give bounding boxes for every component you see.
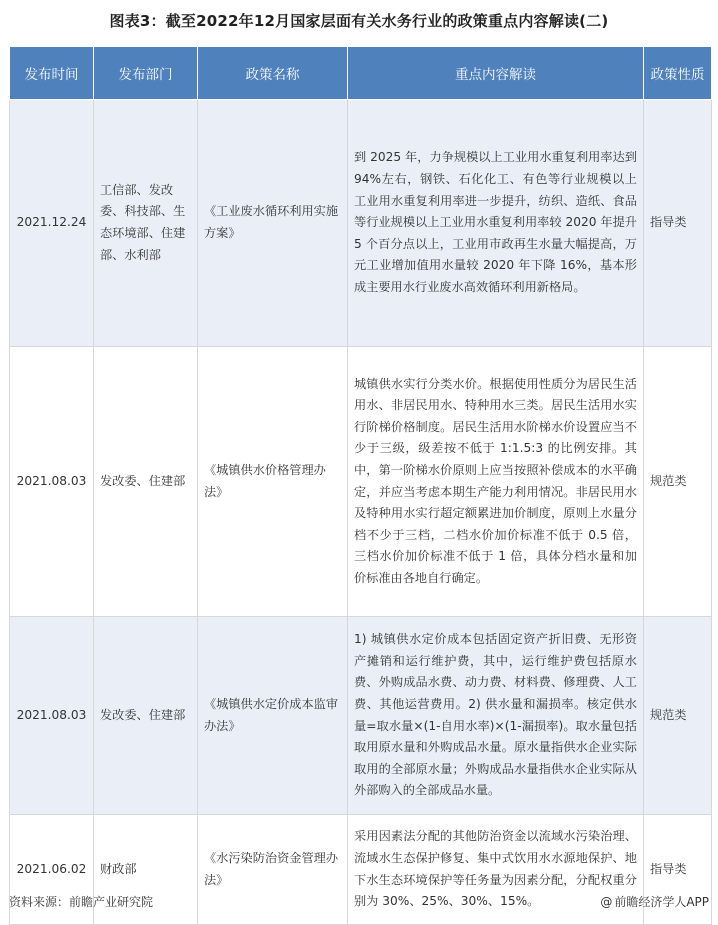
- cell-department: 财政部: [94, 815, 198, 925]
- cell-date: 2021.06.02: [10, 815, 94, 925]
- cell-policy-name: 《工业废水循环利用实施方案》: [198, 100, 348, 347]
- brand-name: 前瞻经济学人APP: [614, 895, 709, 909]
- cell-policy-nature: 规范类: [644, 617, 712, 815]
- brand-credit: [600, 893, 709, 910]
- policy-table: [9, 46, 712, 925]
- cell-policy-name: 《城镇供水定价成本监审办法》: [198, 617, 348, 815]
- cell-policy-name: 《水污染防治资金管理办法》: [198, 815, 348, 925]
- cell-policy-nature: 规范类: [644, 347, 712, 617]
- cell-policy-nature: 指导类: [644, 100, 712, 347]
- cell-department: 发改委、住建部: [94, 617, 198, 815]
- table-row: [10, 347, 712, 617]
- cell-key-content: 采用因素法分配的其他防治资金以流域水污染治理、流域水生态保护修复、集中式饮用水水源地保护、地下水生态环境保护等任务量为因素分配，分配权重分别为 30%、25%、30%、15%。: [348, 815, 644, 925]
- cell-department: 工信部、发改委、科技部、生态环境部、住建部、水利部: [94, 100, 198, 347]
- table-header-row: [10, 47, 712, 100]
- cell-date: 2021.08.03: [10, 617, 94, 815]
- column-header-key-content: 重点内容解读: [348, 47, 644, 100]
- cell-policy-name: 《城镇供水价格管理办法》: [198, 347, 348, 617]
- cell-department: 发改委、住建部: [94, 347, 198, 617]
- source-note: 资料来源：前瞻产业研究院: [9, 895, 154, 909]
- cell-key-content: 1) 城镇供水定价成本包括固定资产折旧费、无形资产摊销和运行维护费，其中，运行维护费包括原水费、外购成品水费、动力费、材料费、修理费、人工费、其他运营费用。2) 供水量和漏损率。核定供水量=取水量×(1-自用水率)×(1-漏损率)。取水量包括取用原水量和外购成品水量。原水量指供水企业实际取用的全部原水量；外购成品水量指供水企业实际从外部购入的全部成品水量。: [348, 617, 644, 815]
- cell-key-content: 到 2025 年，力争规模以上工业用水重复利用率达到 94%左右，钢铁、石化化工、有色等行业规模以上工业用水重复利用率进一步提升，纺织、造纸、食品等行业规模以上工业用水重复利用率较 2020 年提升 5 个百分点以上，工业用市政再生水量大幅提高，万元工业增加值用水量较 2020 年下降 16%，基本形成主要用水行业废水高效循环利用新格局。: [348, 100, 644, 347]
- column-header-department: 发布部门: [94, 47, 198, 100]
- table-row: [10, 617, 712, 815]
- column-header-policy-nature: 政策性质: [644, 47, 712, 100]
- column-header-policy-name: 政策名称: [198, 47, 348, 100]
- page-title: 图表3：截至2022年12月国家层面有关水务行业的政策重点内容解读(二): [109, 12, 609, 30]
- cell-date: 2021.08.03: [10, 347, 94, 617]
- cell-date: 2021.12.24: [10, 100, 94, 347]
- table-row: [10, 100, 712, 347]
- at-sign-logo-icon: @: [600, 895, 613, 909]
- column-header-date: 发布时间: [10, 47, 94, 100]
- cell-key-content: 城镇供水实行分类水价。根据使用性质分为居民生活用水、非居民用水、特种用水三类。居民生活用水实行阶梯价格制度。居民生活用水阶梯水价设置应当不少于三级，级差按不低于 1:1.5:3 的比例安排。其中，第一阶梯水价原则上应当按照补偿成本的水平确定，并应当考虑本期生产能力利用情况。非居民用水及特种用水实行超定额累进加价制度，原则上水量分档不少于三档，二档水价加价标准不低于 0.5 倍，三档水价加价标准不低于 1 倍，具体分档水量和加价标准由各地自行确定。: [348, 347, 644, 617]
- cell-policy-nature: 指导类: [644, 815, 712, 925]
